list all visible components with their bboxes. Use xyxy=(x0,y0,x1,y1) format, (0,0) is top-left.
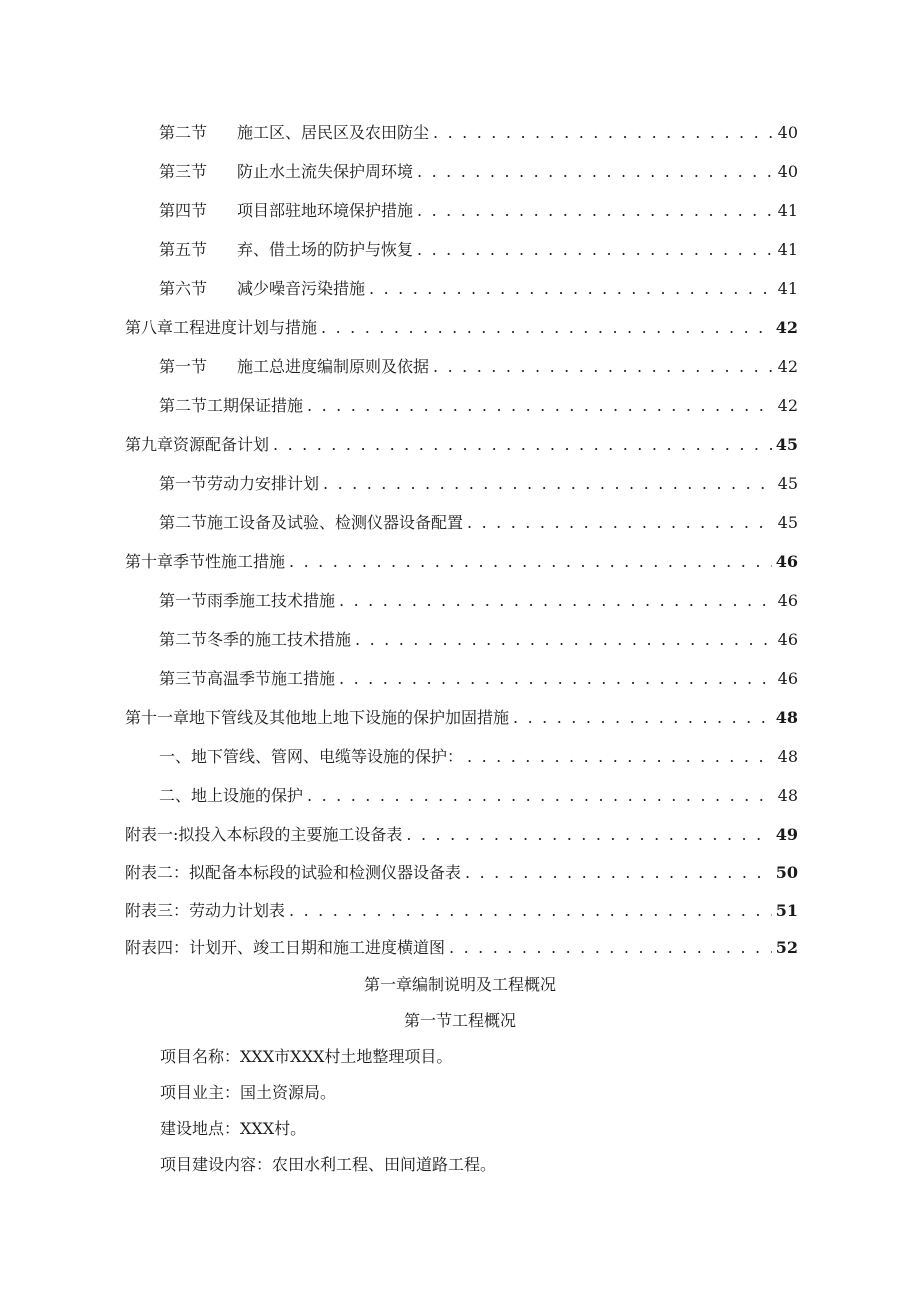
body-paragraph: 项目名称：XXX市XXX村土地整理项目。 xyxy=(160,1047,453,1066)
body-paragraph: 项目建设内容：农田水利工程、田间道路工程。 xyxy=(160,1155,497,1174)
toc-chapter-entry[interactable] xyxy=(125,703,798,733)
toc-title: 第一节劳动力安排计划 xyxy=(159,474,320,493)
toc-page-number: 45 xyxy=(777,474,798,493)
toc-title: 第二节冬季的施工技术措施 xyxy=(159,630,352,649)
toc-title: 附表四：计划开、竣工日期和施工进度横道图 xyxy=(125,938,446,957)
toc-title: 第九章资源配备计划 xyxy=(125,435,270,454)
toc-leader-dots xyxy=(339,586,774,616)
toc-title: 防止水土流失保护周环境 xyxy=(237,162,414,181)
toc-section-number: 第五节 xyxy=(159,240,208,259)
toc-leader-dots xyxy=(513,703,772,733)
toc-entry[interactable] xyxy=(159,118,798,148)
toc-title: 一、地下管线、管网、电缆等设施的保护： xyxy=(159,747,464,766)
toc-title: 第三节高温季节施工措施 xyxy=(159,669,336,688)
toc-leader-dots xyxy=(467,508,774,538)
toc-section-number: 第四节 xyxy=(159,201,208,220)
toc-title: 第八章工程进度计划与措施 xyxy=(125,318,318,337)
toc-leader-dots xyxy=(273,430,772,460)
toc-page-number: 48 xyxy=(777,747,798,766)
toc-page-number: 48 xyxy=(777,786,798,805)
toc-title: 附表三：劳动力计划表 xyxy=(125,901,286,920)
toc-title: 施工总进度编制原则及依据 xyxy=(237,357,430,376)
toc-page-number: 42 xyxy=(775,318,798,337)
toc-entry[interactable] xyxy=(159,235,798,265)
toc-title: 项目部驻地环境保护措施 xyxy=(237,201,414,220)
toc-appendix-entry[interactable] xyxy=(125,820,798,850)
toc-leader-dots xyxy=(417,157,774,187)
toc-leader-dots xyxy=(433,118,774,148)
toc-page-number: 46 xyxy=(777,630,798,649)
toc-title: 第一节雨季施工技术措施 xyxy=(159,591,336,610)
toc-appendix-entry[interactable] xyxy=(125,933,798,963)
toc-entry[interactable] xyxy=(159,742,798,772)
toc-chapter-entry[interactable] xyxy=(125,430,798,460)
toc-page-number: 45 xyxy=(777,513,798,532)
toc-leader-dots xyxy=(417,196,774,226)
toc-title: 第二节工期保证措施 xyxy=(159,396,304,415)
toc-title: 减少噪音污染措施 xyxy=(237,279,366,298)
toc-page-number: 41 xyxy=(777,201,798,220)
toc-leader-dots xyxy=(467,742,774,772)
toc-title: 弃、借土场的防护与恢复 xyxy=(237,240,414,259)
toc-entry[interactable] xyxy=(159,469,798,499)
toc-title: 第十一章地下管线及其他地上地下设施的保护加固措施 xyxy=(125,708,510,727)
toc-title: 附表二：拟配备本标段的试验和检测仪器设备表 xyxy=(125,863,462,882)
toc-title: 施工区、居民区及农田防尘 xyxy=(237,123,430,142)
toc-entry[interactable] xyxy=(159,625,798,655)
toc-leader-dots xyxy=(369,274,774,304)
toc-entry[interactable] xyxy=(159,352,798,382)
toc-entry[interactable] xyxy=(159,781,798,811)
toc-leader-dots xyxy=(289,547,772,577)
toc-leader-dots xyxy=(321,313,772,343)
toc-entry[interactable] xyxy=(159,664,798,694)
toc-page-number: 42 xyxy=(777,357,798,376)
toc-page-number: 40 xyxy=(777,123,798,142)
toc-leader-dots xyxy=(323,469,774,499)
toc-page-number: 41 xyxy=(777,279,798,298)
toc-page-number: 52 xyxy=(775,938,798,957)
toc-leader-dots xyxy=(289,896,772,926)
toc-page-number: 42 xyxy=(777,396,798,415)
toc-chapter-entry[interactable] xyxy=(125,547,798,577)
toc-page-number: 46 xyxy=(777,669,798,688)
toc-title: 第十章季节性施工措施 xyxy=(125,552,286,571)
toc-leader-dots xyxy=(355,625,774,655)
toc-section-number: 第一节 xyxy=(159,357,208,376)
toc-entry[interactable] xyxy=(159,586,798,616)
toc-title: 二、地上设施的保护 xyxy=(159,786,304,805)
toc-section-number: 第二节 xyxy=(159,123,208,142)
toc-leader-dots xyxy=(449,933,772,963)
toc-title: 第二节施工设备及试验、检测仪器设备配置 xyxy=(159,513,464,532)
toc-leader-dots xyxy=(339,664,774,694)
toc-leader-dots xyxy=(406,820,771,850)
section-title: 第一节工程概况 xyxy=(403,1011,516,1030)
toc-page-number: 48 xyxy=(775,708,798,727)
toc-chapter-entry[interactable] xyxy=(125,313,798,343)
toc-page-number: 45 xyxy=(775,435,798,454)
toc-page-number: 50 xyxy=(775,863,798,882)
toc-entry[interactable] xyxy=(159,391,798,421)
toc-entry[interactable] xyxy=(159,157,798,187)
toc-title: 附表一:拟投入本标段的主要施工设备表 xyxy=(125,825,403,844)
toc-leader-dots xyxy=(465,858,772,888)
toc-appendix-entry[interactable] xyxy=(125,896,798,926)
chapter-title: 第一章编制说明及工程概况 xyxy=(363,975,556,994)
toc-appendix-entry[interactable] xyxy=(125,858,798,888)
toc-page-number: 46 xyxy=(777,591,798,610)
toc-entry[interactable] xyxy=(159,274,798,304)
toc-leader-dots xyxy=(417,235,774,265)
toc-entry[interactable] xyxy=(159,196,798,226)
toc-section-number: 第六节 xyxy=(159,279,208,298)
toc-leader-dots xyxy=(307,391,774,421)
toc-page-number: 46 xyxy=(775,552,798,571)
toc-page-number: 51 xyxy=(775,901,798,920)
toc-entry[interactable] xyxy=(159,508,798,538)
toc-leader-dots xyxy=(433,352,774,382)
toc-page-number: 49 xyxy=(775,825,798,844)
toc-page-number: 41 xyxy=(777,240,798,259)
toc-leader-dots xyxy=(307,781,774,811)
body-paragraph: 项目业主：国土资源局。 xyxy=(160,1083,337,1102)
toc-page-number: 40 xyxy=(777,162,798,181)
body-paragraph: 建设地点：XXX村。 xyxy=(160,1119,307,1138)
toc-section-number: 第三节 xyxy=(159,162,208,181)
